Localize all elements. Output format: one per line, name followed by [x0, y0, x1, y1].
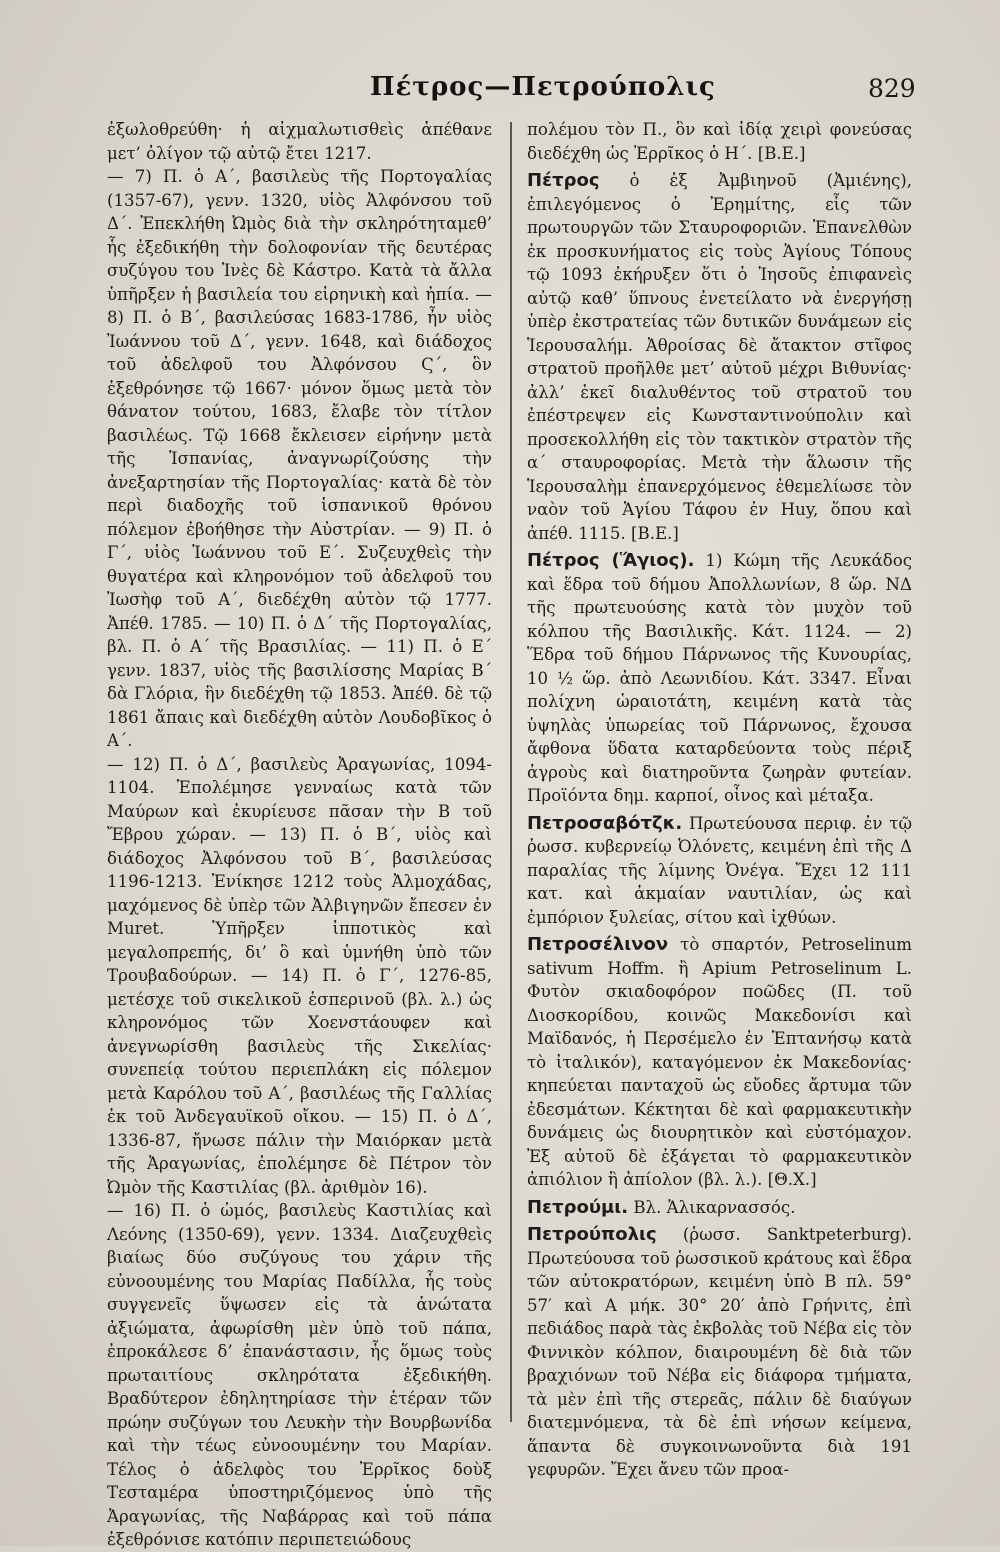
- column-divider: [510, 122, 512, 1422]
- entry-headword: Πετρούπολις: [527, 1224, 657, 1245]
- entry-text: (ῥωσσ. Sanktpeterburg). Πρωτεύουσα τοῦ ῥωσσικοῦ κράτους καὶ ἕδρα τῶν αὐτοκρατόρων, κειμένη ὑπὸ Β πλ. 59° 57′ καὶ Α μήκ. 30° 20′ ἀπὸ Γρήνιτς, ἐπὶ πεδιάδος παρὰ τὰς ἐκβολὰς τοῦ Νέβα εἰς τὸν Φιννικὸν κόλπον, διαιρουμένη δὲ διὰ τῶν βραχιόνων τοῦ Νέβα εἰς διάφορα τμήματα, τὰ μὲν ἐπὶ τῆς στερεᾶς, πάλιν δὲ διαύγων διατεμνόμενα, τὰ δὲ ἐπὶ νήσων κείμενα, ἅπαντα δὲ συγκοινωνοῦντα διὰ 191 γεφυρῶν. Ἔχει ἄνευ τῶν προα-: [527, 1225, 912, 1479]
- entry-petroumi: [527, 1196, 912, 1220]
- entry-petros-amiens: [527, 169, 912, 545]
- paragraph: — 12) Π. ὁ Δ΄, βασιλεὺς Ἀραγωνίας, 1094-1104. Ἐπολέμησε γενναίως κατὰ τῶν Μαύρων καὶ ἐκυρίευσε πᾶσαν τὴν Β τοῦ Ἔβρου χώραν. — 13) Π. ὁ Β΄, υἱὸς καὶ διάδοχος Ἀλφόνσου τοῦ Β΄, βασιλεύσας 1196-1213. Ἐνίκησε 1212 τοὺς Ἀλμοχάδας, μαχόμενος δὲ ὑπὲρ τῶν Ἀλβιγηνῶν ἔπεσεν ἐν Muret. Ὑπῆρξεν ἱπποτικὸς καὶ μεγαλοπρεπής, δι’ ὃ καὶ ὑμνήθη ὑπὸ τῶν Τρουβαδούρων. — 14) Π. ὁ Γ΄, 1276-85, μετέσχε τοῦ σικελικοῦ ἑσπερινοῦ (βλ. λ.) ὡς κληρονόμος τῶν Χοενστάουφεν καὶ ἀνεγνωρίσθη βασιλεὺς τῆς Σικελίας· συνεπείᾳ τούτου περιεπλάκη εἰς πόλεμον μετὰ Καρόλου τοῦ Α΄, βασιλέως τῆς Γαλλίας ἐκ τοῦ Ἀνδεγαυϊκοῦ οἴκου. — 15) Π. ὁ Δ΄, 1336-87, ἤνωσε πάλιν τὴν Μαιόρκαν μετὰ τῆς Ἀραγωνίας, ἐπολέμησε δὲ Πέτρον τὸν Ὠμὸν τῆς Καστιλίας (βλ. ἀριθμὸν 16).: [107, 754, 492, 1197]
- paragraph: ἐξωλοθρεύθη· ἡ αἰχμαλωτισθεὶς ἀπέθανε μετ’ ὀλίγον τῷ αὐτῷ ἔτει 1217.: [107, 120, 492, 163]
- paragraph: — 16) Π. ὁ ὠμός, βασιλεὺς Καστιλίας καὶ Λεόνης (1350-69), γενν. 1334. Διαζευχθεὶς βιαίως δύο συζύγους του χάριν τῆς εὐνοουμένης του Μαρίας Παδίλλα, ἧς τοὺς συγγενεῖς ὕψωσεν εἰς τὰ ἀνώτατα ἀξιώματα, ἀφωρίσθη μὲν ὑπὸ τοῦ πάπα, ἐπροκάλεσε δ’ ἐπανάστασιν, ἧς ὅμως τοὺς πρωταιτίους σκληρότατα ἐξεδικήθη. Βραδύτερον ἐδηλητηρίασε τὴν ἑτέραν τῶν πρώην συζύγων του Λευκὴν τὴν Βουρβωνίδα καὶ τὴν τέως εὐνοουμένην του Μαρίαν. Τέλος ὁ ἀδελφὸς του Ἐρρῖκος δοὺξ Τεσταμέρα ὑποστηριζόμενος ὑπὸ τῆς Ἀραγωνίας, τῆς Ναβάρρας καὶ τοῦ πάπα ἐξεθρόνισε κατόπιν περιπετειώδους: [107, 1201, 492, 1549]
- entry-text: τὸ σπαρτόν, Petroselinum sativum Hoffm. ἢ Apium Petroselinum L. Φυτὸν σκιαδοφόρον ποῶδες (Π. τοῦ Διοσκορίδου, κοινῶς Μακεδονίσι καὶ Μαϊδανός, ἡ Περσέμελο ἐν Ἑπτανήσῳ κατὰ τὸ ἰταλικόν), καταγόμενον ἐκ Μακεδονίας· κηπεύεται πανταχοῦ ὡς εὔοδες ἄρτυμα τῶν ἐδεσμάτων. Κέκτηται δὲ καὶ φαρμακευτικὴν δυνάμεις ὡς διουρητικὸν καὶ εὐστόμαχον. Ἐξ αὐτοῦ δὲ ἐξάγεται τὸ φαρμακευτικὸν ἀπιόλιον ἢ ἀπίολον (βλ. λ.). [Θ.Χ.]: [527, 935, 912, 1189]
- paragraph: πολέμου τὸν Π., ὃν καὶ ἰδίᾳ χειρὶ φονεύσας διεδέχθη ὡς Ἐρρῖκος ὁ Η΄. [Β.Ε.]: [527, 120, 912, 163]
- entry-text: Βλ. Ἁλικαρνασσός.: [633, 1197, 796, 1217]
- running-head: [0, 72, 1000, 108]
- entry-headword: Πετροσαβότζκ.: [527, 812, 683, 834]
- entry-petrosavotsk: [527, 812, 912, 930]
- entry-headword: Πετρούμι.: [527, 1196, 629, 1218]
- entry-petroselinon: [527, 933, 912, 1192]
- entry-petroupolis: [527, 1223, 912, 1482]
- entry-headword: Πέτρος (Ἅγιος).: [527, 550, 695, 571]
- entry-text: Πρωτεύουσα περιφ. ἐν τῷ ῥωσσ. κυβερνείῳ Ὀλόνετς, κειμένη ἐπὶ τῆς Δ παραλίας τῆς λίμνης Ὀνέγα. Ἔχει 12 111 κατ. καὶ ἀκμαίαν ναυτιλίαν, ὡς καὶ ἐμπόριον ξυλείας, σίτου καὶ ἰχθύων.: [527, 813, 912, 927]
- page-number: 829: [868, 74, 916, 103]
- entry-headword: Πετροσέλινον: [527, 934, 669, 955]
- paragraph: — 7) Π. ὁ Α΄, βασιλεὺς τῆς Πορτογαλίας (1357-67), γενν. 1320, υἱὸς Ἀλφόνσου τοῦ Δ΄. Ἐπεκλήθη Ὠμὸς διὰ τὴν σκληρότηταμεθ’ ἧς ἐξεδικήθη τὴν δολοφονίαν τῆς δευτέρας συζύγου του Ἰνὲς δὲ Κάστρο. Κατὰ τὰ ἄλλα ὑπῆρξεν ἡ βασιλεία του εἰρηνικὴ καὶ ἠπία. — 8) Π. ὁ Β΄, βασιλεύσας 1683-1786, ἦν υἱὸς Ἰωάννου τοῦ Δ΄, γενν. 1648, καὶ διάδοχος τοῦ ἀδελφοῦ του Ἀλφόνσου Ϛ΄, ὃν ἐξεθρόνησε τῷ 1667· μόνον ὅμως μετὰ τὸν θάνατον τούτου, 1683, ἔλαβε τὸν τίτλον βασιλέως. Τῷ 1668 ἔκλεισεν εἰρήνην μετὰ τῆς Ἱσπανίας, ἀναγνωρίζούσης τὴν ἀνεξαρτησίαν τῆς Πορτογαλίας· κατὰ δὲ τὸν περὶ διαδοχῆς τοῦ ἱσπανικοῦ θρόνου πόλεμον ἐβοήθησε τὴν Αὐστρίαν. — 9) Π. ὁ Γ΄, υἱὸς Ἰωάννου τοῦ Ε΄. Συζευχθεὶς τὴν θυγατέρα καὶ κληρονόμον τοῦ ἀδελφοῦ του Ἰωσὴφ τοῦ Α΄, διεδέχθη αὐτὸν τῷ 1777. Ἀπέθ. 1785. — 10) Π. ὁ Δ΄ τῆς Πορτογαλίας, βλ. Π. ὁ Α΄ τῆς Βρασιλίας. — 11) Π. ὁ Ε΄ γενν. 1837, υἱὸς τῆς βασιλίσσης Μαρίας Β΄ δὰ Γλόρια, ἣν διεδέχθη τῷ 1853. Ἀπέθ. δὲ τῷ 1861 ἄπαις καὶ διεδέχθη αὐτὸν Λουδοβῖκος ὁ Α΄.: [107, 167, 492, 750]
- left-column: [107, 118, 492, 1552]
- right-column: [527, 118, 912, 1482]
- entry-agios-petros: [527, 549, 912, 808]
- entry-text: 1) Κώμη τῆς Λευκάδος καὶ ἕδρα τοῦ δήμου Ἀπολλωνίων, 8 ὥρ. ΝΔ τῆς πρωτευούσης κατὰ τὸν μυχὸν τοῦ κόλπου τῆς Βασιλικῆς. Κάτ. 1124. — 2) Ἕδρα τοῦ δήμου Πάρνωνος τῆς Κυνουρίας, 10 ½ ὥρ. ἀπὸ Λεωνιδίου. Κάτ. 3347. Εἶναι πολίχνη ὡραιοτάτη, κειμένη κατὰ τὰς ὑψηλὰς ὑπωρείας τοῦ Πάρνωνος, ἔχουσα ἄφθονα ὕδατα καταρδεύοντα τοὺς πέριξ ἀγροὺς καὶ διατηροῦντα ζωηρὰν φυτείαν. Προϊόντα δημ. καρποί, οἶνος καὶ μέταξα.: [527, 551, 912, 805]
- page-title: Πέτρος—Πετρούπολις: [370, 72, 716, 102]
- entry-text: ὁ ἐξ Ἀμβιηνοῦ (Ἀμιένης), ἐπιλεγόμενος ὁ Ἐρημίτης, εἷς τῶν πρωτουργῶν τῶν Σταυροφοριῶν. Ἐπανελθὼν ἐκ προσκυνήματος εἰς τοὺς Ἁγίους Τόπους τῷ 1093 ἐκήρυξεν ὅτι ὁ Ἰησοῦς ἐπιφανεὶς αὐτῷ καθ’ ὕπνους ἐνετείλατο νὰ ἐνεργήσῃ ὑπὲρ ἐκστρατείας τῶν δυτικῶν δυνάμεων εἰς Ἱερουσαλήμ. Ἀθροίσας δὲ ἄτακτον στῖφος στρατοῦ προῆλθε μετ’ αὐτοῦ μέχρι Βιθυνίας· ἀλλ’ ἐκεῖ διαλυθέντος τοῦ στρατοῦ του ἐπέστρεψεν εἰς Κωνσταντινούπολιν καὶ προσεκολλήθη εἰς τὸν τακτικὸν στρατὸν τῆς α΄ σταυροφορίας. Μετὰ τὴν ἅλωσιν τῆς Ἱερουσαλὴμ ἐπανερχόμενος ἐθεμελίωσε τὸν ναὸν τοῦ Ἁγίου Τάφου ἐν Huy, ὅπου καὶ ἀπέθ. 1115. [Β.Ε.]: [527, 171, 913, 543]
- entry-headword: Πέτρος: [527, 170, 600, 191]
